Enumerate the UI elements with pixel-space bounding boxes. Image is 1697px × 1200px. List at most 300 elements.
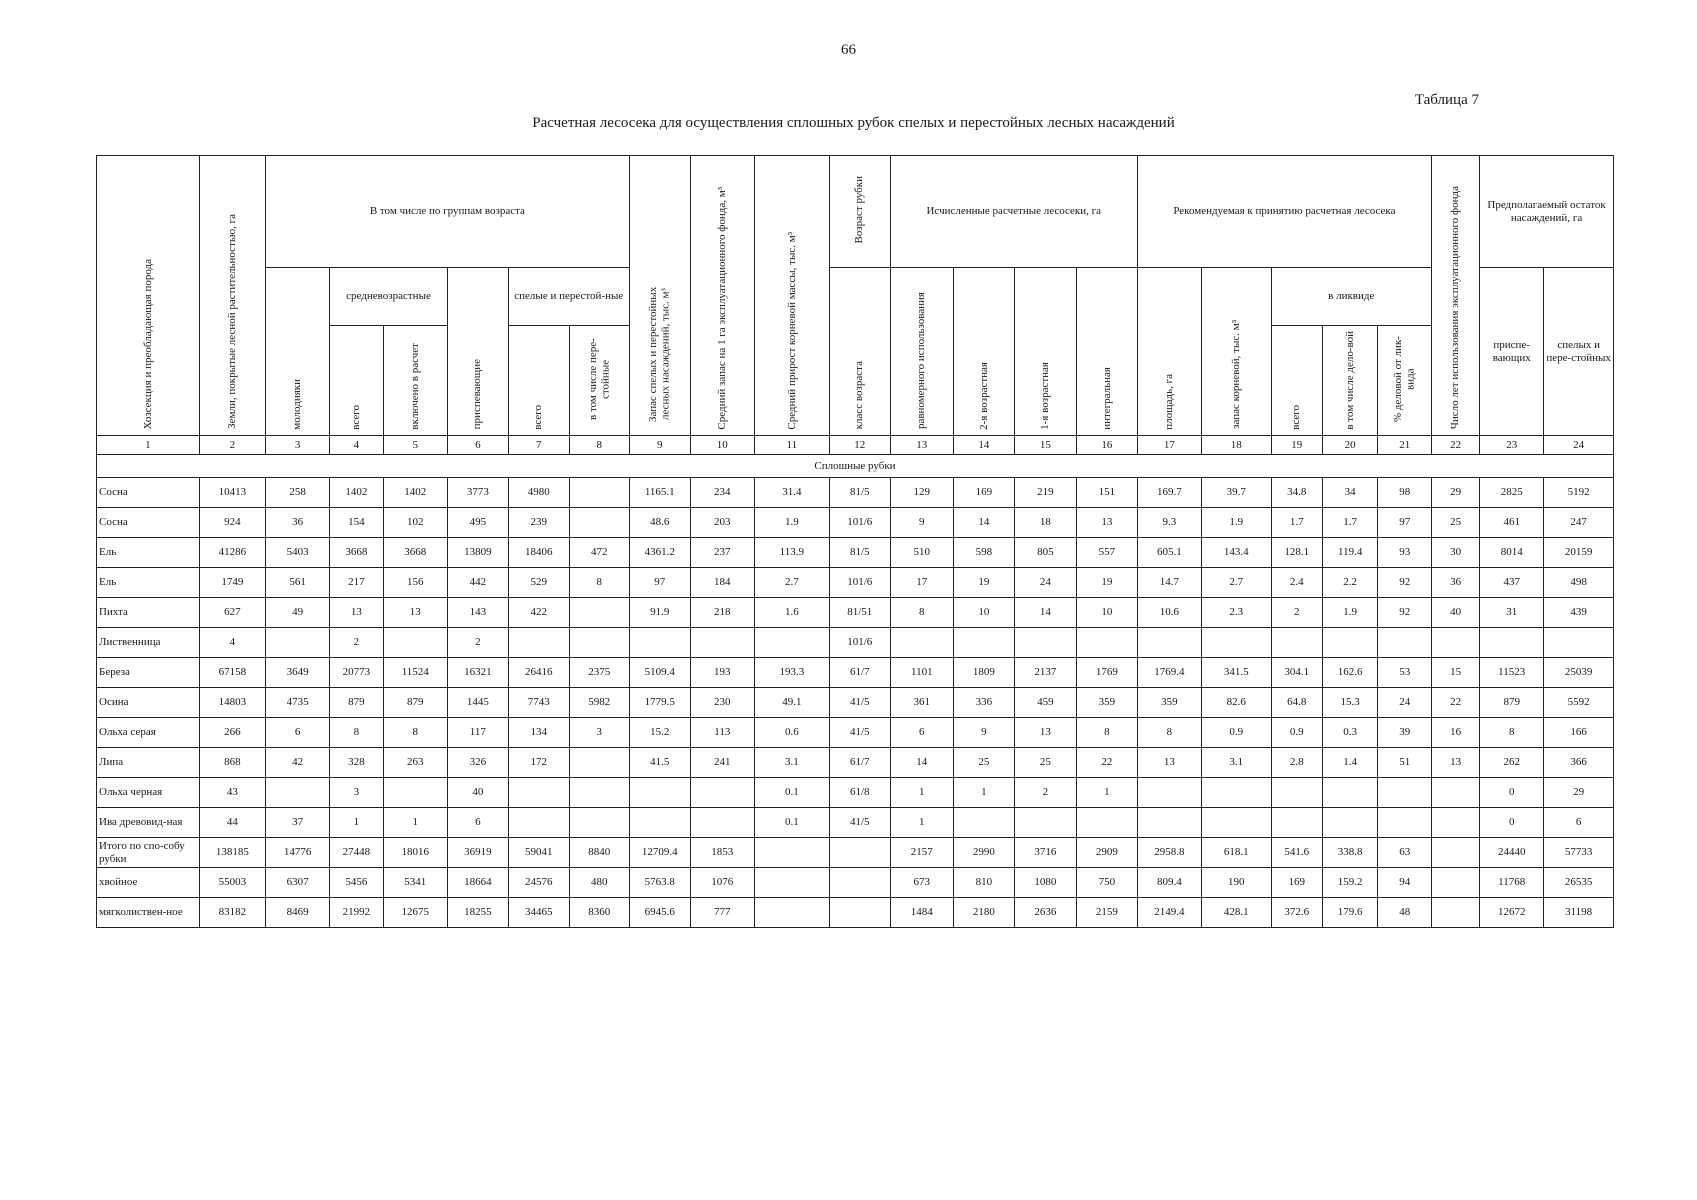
table-cell: 172	[508, 748, 569, 778]
table-cell	[1544, 628, 1614, 658]
table-cell: 16321	[447, 658, 508, 688]
table-cell: 2149.4	[1137, 898, 1201, 928]
table-cell: 25	[1014, 748, 1076, 778]
table-cell: 442	[447, 568, 508, 598]
table-cell: 0.6	[754, 718, 829, 748]
table-row	[97, 778, 1614, 808]
table-cell: 10.6	[1137, 598, 1201, 628]
table-cell: 8469	[266, 898, 330, 928]
table-cell: 119.4	[1322, 538, 1378, 568]
table-cell: 97	[1378, 508, 1432, 538]
table-cell: 326	[447, 748, 508, 778]
table-cell: 81/5	[829, 478, 890, 508]
table-cell: 19	[953, 568, 1014, 598]
table-cell: 82.6	[1202, 688, 1272, 718]
table-cell: 341.5	[1202, 658, 1272, 688]
table-cell: 3.1	[1202, 748, 1272, 778]
table-cell: 13	[1137, 748, 1201, 778]
row-label: Лиственница	[97, 628, 200, 658]
table-cell: 134	[508, 718, 569, 748]
table-cell: 750	[1076, 868, 1137, 898]
header-cell-11	[754, 156, 829, 436]
column-number: 4	[330, 436, 383, 455]
table-cell: 14803	[199, 688, 265, 718]
table-cell	[1322, 778, 1378, 808]
table-cell: 101/6	[829, 508, 890, 538]
table-cell: 1484	[890, 898, 953, 928]
table-cell: 4	[199, 628, 265, 658]
table-cell: 2.8	[1271, 748, 1322, 778]
table-cell: 1749	[199, 568, 265, 598]
table-cell: 14776	[266, 838, 330, 868]
table-cell: 1	[953, 778, 1014, 808]
table-cell: 5456	[330, 868, 383, 898]
table-cell	[569, 808, 629, 838]
table-cell: 1445	[447, 688, 508, 718]
table-cell: 0.3	[1322, 718, 1378, 748]
table-cell: 2909	[1076, 838, 1137, 868]
table-cell: 2	[1014, 778, 1076, 808]
table-cell: 2.2	[1322, 568, 1378, 598]
table-cell: 8	[890, 598, 953, 628]
header-cell-6	[447, 268, 508, 436]
table-cell: 2.4	[1271, 568, 1322, 598]
table-cell: 1769	[1076, 658, 1137, 688]
table-cell: 92	[1378, 598, 1432, 628]
table-cell: 93	[1378, 538, 1432, 568]
header-middle-aged: средневозрастные	[330, 268, 448, 326]
table-cell	[569, 508, 629, 538]
table-cell	[266, 778, 330, 808]
table-cell: 561	[266, 568, 330, 598]
table-cell: 810	[953, 868, 1014, 898]
table-cell: 461	[1480, 508, 1544, 538]
header-text: Средний запас на 1 га эксплуатационного фонда, м³	[715, 186, 728, 430]
header-text: приспевающие	[471, 359, 484, 430]
table-cell: 169	[953, 478, 1014, 508]
table-cell: 49	[266, 598, 330, 628]
table-cell: 1.9	[1322, 598, 1378, 628]
table-cell: 266	[199, 718, 265, 748]
table-cell: 11768	[1480, 868, 1544, 898]
table-cell	[1322, 628, 1378, 658]
row-label: хвойное	[97, 868, 200, 898]
table-cell: 258	[266, 478, 330, 508]
table-cell: 13	[1014, 718, 1076, 748]
table-cell: 26416	[508, 658, 569, 688]
table-cell: 22	[1076, 748, 1137, 778]
table-cell: 14	[1014, 598, 1076, 628]
table-cell: 2636	[1014, 898, 1076, 928]
table-cell: 8	[1076, 718, 1137, 748]
table-cell: 36919	[447, 838, 508, 868]
table-cell	[508, 808, 569, 838]
table-row	[97, 538, 1614, 568]
table-cell: 5192	[1544, 478, 1614, 508]
table-row	[97, 868, 1614, 898]
table-cell: 359	[1137, 688, 1201, 718]
table-cell: 13	[1432, 748, 1480, 778]
table-cell	[1378, 778, 1432, 808]
header-text: всего	[532, 404, 545, 430]
table-cell	[383, 628, 447, 658]
table-cell: 8360	[569, 898, 629, 928]
table-cell: 2180	[953, 898, 1014, 928]
table-cell: 12672	[1480, 898, 1544, 928]
column-number: 13	[890, 436, 953, 455]
table-cell	[1137, 808, 1201, 838]
table-cell: 6	[447, 808, 508, 838]
section-title: Сплошные рубки	[97, 455, 1614, 478]
table-cell: 159.2	[1322, 868, 1378, 898]
table-row	[97, 568, 1614, 598]
table-label: Таблица 7	[1414, 92, 1479, 108]
table-row	[97, 628, 1614, 658]
table-cell: 25039	[1544, 658, 1614, 688]
row-label: Сосна	[97, 478, 200, 508]
table-cell: 19	[1076, 568, 1137, 598]
table-cell: 138185	[199, 838, 265, 868]
table-cell: 1402	[330, 478, 383, 508]
row-label: Сосна	[97, 508, 200, 538]
header-text: интегральная	[1100, 366, 1113, 430]
column-number: 19	[1271, 436, 1322, 455]
table-cell	[690, 778, 754, 808]
table-cell: 36	[266, 508, 330, 538]
table-cell	[629, 778, 690, 808]
table-cell: 0.9	[1271, 718, 1322, 748]
row-label: Ель	[97, 538, 200, 568]
column-number: 8	[569, 436, 629, 455]
table-cell: 0.1	[754, 808, 829, 838]
column-number: 12	[829, 436, 890, 455]
header-text: Число лет использования эксплуатационного фонда	[1449, 186, 1462, 430]
header-cell-19	[1271, 326, 1322, 436]
table-cell: 1	[383, 808, 447, 838]
table-cell: 247	[1544, 508, 1614, 538]
table-cell: 13809	[447, 538, 508, 568]
table-cell: 162.6	[1322, 658, 1378, 688]
table-cell: 372.6	[1271, 898, 1322, 928]
table-cell: 193.3	[754, 658, 829, 688]
table-cell	[953, 808, 1014, 838]
column-number: 2	[199, 436, 265, 455]
table-cell: 59041	[508, 838, 569, 868]
table-cell: 3	[330, 778, 383, 808]
table-cell: 24	[1378, 688, 1432, 718]
table-row	[97, 658, 1614, 688]
table-cell: 263	[383, 748, 447, 778]
table-cell	[1202, 628, 1272, 658]
column-number: 6	[447, 436, 508, 455]
header-text: Возраст рубки	[853, 175, 866, 244]
header-cell-22	[1432, 156, 1480, 436]
table-cell: 2375	[569, 658, 629, 688]
table-cell: 61/7	[829, 658, 890, 688]
table-cell: 1.7	[1322, 508, 1378, 538]
table-cell: 16	[1432, 718, 1480, 748]
table-cell: 39.7	[1202, 478, 1272, 508]
table-cell: 113	[690, 718, 754, 748]
table-cell: 20159	[1544, 538, 1614, 568]
table-cell	[1432, 808, 1480, 838]
table-cell: 0	[1480, 778, 1544, 808]
table-cell: 3668	[330, 538, 383, 568]
table-cell: 41/5	[829, 808, 890, 838]
table-cell: 36	[1432, 568, 1480, 598]
table-cell: 304.1	[1271, 658, 1322, 688]
column-number: 17	[1137, 436, 1201, 455]
table-cell: 156	[383, 568, 447, 598]
table-cell: 15	[1432, 658, 1480, 688]
table-cell: 166	[1544, 718, 1614, 748]
table-cell	[754, 898, 829, 928]
table-cell: 9	[953, 718, 1014, 748]
table-cell	[829, 898, 890, 928]
table-cell: 1769.4	[1137, 658, 1201, 688]
table-cell: 13	[1076, 508, 1137, 538]
table-cell: 83182	[199, 898, 265, 928]
header-cell-17	[1137, 268, 1201, 436]
table-cell: 31.4	[754, 478, 829, 508]
table-cell	[829, 838, 890, 868]
table-cell: 53	[1378, 658, 1432, 688]
table-cell: 439	[1544, 598, 1614, 628]
header-cell-5	[383, 326, 447, 436]
table-cell: 809.4	[1137, 868, 1201, 898]
header-text: 2-я возрастная	[977, 361, 990, 430]
header-cell-12	[829, 268, 890, 436]
table-cell: 1809	[953, 658, 1014, 688]
table-cell	[508, 778, 569, 808]
header-text: всего	[1290, 404, 1303, 430]
table-cell: 29	[1432, 478, 1480, 508]
table-cell: 6	[890, 718, 953, 748]
header-cell-14	[953, 268, 1014, 436]
table-cell: 34	[1322, 478, 1378, 508]
header-cell-3	[266, 268, 330, 436]
table-cell: 143	[447, 598, 508, 628]
header-cell-9	[629, 156, 690, 436]
table-row	[97, 478, 1614, 508]
table-cell	[569, 748, 629, 778]
table-cell	[1432, 628, 1480, 658]
table-cell: 605.1	[1137, 538, 1201, 568]
column-number: 14	[953, 436, 1014, 455]
table-cell: 51	[1378, 748, 1432, 778]
table-cell: 61/7	[829, 748, 890, 778]
table-cell: 1.9	[1202, 508, 1272, 538]
table-cell: 0	[1480, 808, 1544, 838]
table-cell: 618.1	[1202, 838, 1272, 868]
table-cell: 1779.5	[629, 688, 690, 718]
table-cell: 541.6	[1271, 838, 1322, 868]
table-cell	[1271, 808, 1322, 838]
table-cell: 0.9	[1202, 718, 1272, 748]
table-cell: 437	[1480, 568, 1544, 598]
table-cell: 14.7	[1137, 568, 1201, 598]
table-cell: 31	[1480, 598, 1544, 628]
column-number: 3	[266, 436, 330, 455]
table-cell: 113.9	[754, 538, 829, 568]
table-cell: 230	[690, 688, 754, 718]
table-cell: 359	[1076, 688, 1137, 718]
table-cell: 91.9	[629, 598, 690, 628]
header-cell-4	[330, 326, 383, 436]
table-cell: 169.7	[1137, 478, 1201, 508]
table-cell: 24	[1014, 568, 1076, 598]
header-age-groups: В том числе по группам возраста	[266, 156, 630, 268]
table-cell	[629, 628, 690, 658]
row-label: мягколиствен-ное	[97, 898, 200, 928]
table-cell	[1202, 808, 1272, 838]
column-number: 10	[690, 436, 754, 455]
table-cell: 422	[508, 598, 569, 628]
header-text: в том числе дело-вой	[1343, 330, 1356, 430]
table-cell	[754, 628, 829, 658]
column-number: 24	[1544, 436, 1614, 455]
header-text: площадь, га	[1163, 373, 1176, 430]
table-cell: 627	[199, 598, 265, 628]
table-cell: 237	[690, 538, 754, 568]
table-cell: 18016	[383, 838, 447, 868]
table-cell: 4980	[508, 478, 569, 508]
table-cell: 234	[690, 478, 754, 508]
table-cell: 4735	[266, 688, 330, 718]
table-cell: 1076	[690, 868, 754, 898]
table-cell: 239	[508, 508, 569, 538]
table-cell: 190	[1202, 868, 1272, 898]
table-cell: 557	[1076, 538, 1137, 568]
table-cell: 2137	[1014, 658, 1076, 688]
table-cell: 2990	[953, 838, 1014, 868]
table-cell: 1	[330, 808, 383, 838]
table-cell: 777	[690, 898, 754, 928]
table-cell	[754, 838, 829, 868]
table-cell	[1271, 778, 1322, 808]
table-cell: 128.1	[1271, 538, 1322, 568]
table-cell: 117	[447, 718, 508, 748]
table-cell: 879	[1480, 688, 1544, 718]
table-cell: 18664	[447, 868, 508, 898]
table-cell	[1137, 778, 1201, 808]
table-cell: 25	[953, 748, 1014, 778]
table-cell: 2.7	[1202, 568, 1272, 598]
table-cell: 48.6	[629, 508, 690, 538]
table-cell: 3668	[383, 538, 447, 568]
table-cell: 169	[1271, 868, 1322, 898]
table-cell: 219	[1014, 478, 1076, 508]
table-cell: 64.8	[1271, 688, 1322, 718]
table-cell	[1378, 628, 1432, 658]
header-text: класс возраста	[853, 361, 866, 430]
table-row	[97, 838, 1614, 868]
table-cell: 21992	[330, 898, 383, 928]
table-cell: 879	[330, 688, 383, 718]
header-cell-24: спелых и пере-стойных	[1544, 268, 1614, 436]
column-number: 21	[1378, 436, 1432, 455]
table-cell: 8	[383, 718, 447, 748]
table-cell: 1	[890, 808, 953, 838]
table-cell	[1378, 808, 1432, 838]
table-cell	[1202, 778, 1272, 808]
column-number: 22	[1432, 436, 1480, 455]
table-cell: 24440	[1480, 838, 1544, 868]
table-cell: 8	[569, 568, 629, 598]
table-cell: 529	[508, 568, 569, 598]
table-cell	[953, 628, 1014, 658]
table-cell: 2	[447, 628, 508, 658]
table-cell: 42	[266, 748, 330, 778]
table-cell: 203	[690, 508, 754, 538]
table-cell	[569, 478, 629, 508]
page-number: 66	[841, 42, 856, 58]
header-text: равномерного использования	[915, 292, 928, 430]
table-cell: 67158	[199, 658, 265, 688]
table-row	[97, 598, 1614, 628]
header-cell-13	[890, 268, 953, 436]
table-cell: 102	[383, 508, 447, 538]
table-cell: 1	[1076, 778, 1137, 808]
table-cell: 2.3	[1202, 598, 1272, 628]
table-cell: 12675	[383, 898, 447, 928]
table-cell: 1.4	[1322, 748, 1378, 778]
table-cell: 41286	[199, 538, 265, 568]
table-cell: 97	[629, 568, 690, 598]
table-row	[97, 688, 1614, 718]
table-cell: 25	[1432, 508, 1480, 538]
header-text: всего	[350, 404, 363, 430]
table-cell: 17	[890, 568, 953, 598]
table-cell: 18	[1014, 508, 1076, 538]
header-cell-15	[1014, 268, 1076, 436]
column-number: 5	[383, 436, 447, 455]
table-cell: 5982	[569, 688, 629, 718]
header-liquid: в ликвиде	[1271, 268, 1431, 326]
table-cell: 1165.1	[629, 478, 690, 508]
header-text: молодняки	[291, 378, 304, 430]
table-cell	[569, 778, 629, 808]
table-cell: 5763.8	[629, 868, 690, 898]
table-cell: 7743	[508, 688, 569, 718]
table-cell: 101/6	[829, 628, 890, 658]
table-cell: 328	[330, 748, 383, 778]
table-cell: 1.9	[754, 508, 829, 538]
row-label: Ольха серая	[97, 718, 200, 748]
table-row	[97, 718, 1614, 748]
table-cell: 41/5	[829, 688, 890, 718]
column-number-row	[97, 436, 1614, 455]
table-cell: 11524	[383, 658, 447, 688]
table-cell: 5341	[383, 868, 447, 898]
table-cell	[829, 868, 890, 898]
table-cell: 18406	[508, 538, 569, 568]
forest-table	[96, 155, 1614, 928]
table-cell: 6945.6	[629, 898, 690, 928]
row-label: Осина	[97, 688, 200, 718]
header-cell-16	[1076, 268, 1137, 436]
table-cell: 8840	[569, 838, 629, 868]
header-text: % деловой от лик-вида	[1392, 336, 1417, 423]
table-cell: 2958.8	[1137, 838, 1201, 868]
table-cell: 8	[1137, 718, 1201, 748]
header-cell-20	[1322, 326, 1378, 436]
table-cell: 879	[383, 688, 447, 718]
header-calculated: Исчисленные расчетные лесосеки, га	[890, 156, 1137, 268]
table-cell: 37	[266, 808, 330, 838]
table-cell: 30	[1432, 538, 1480, 568]
table-cell	[1480, 628, 1544, 658]
